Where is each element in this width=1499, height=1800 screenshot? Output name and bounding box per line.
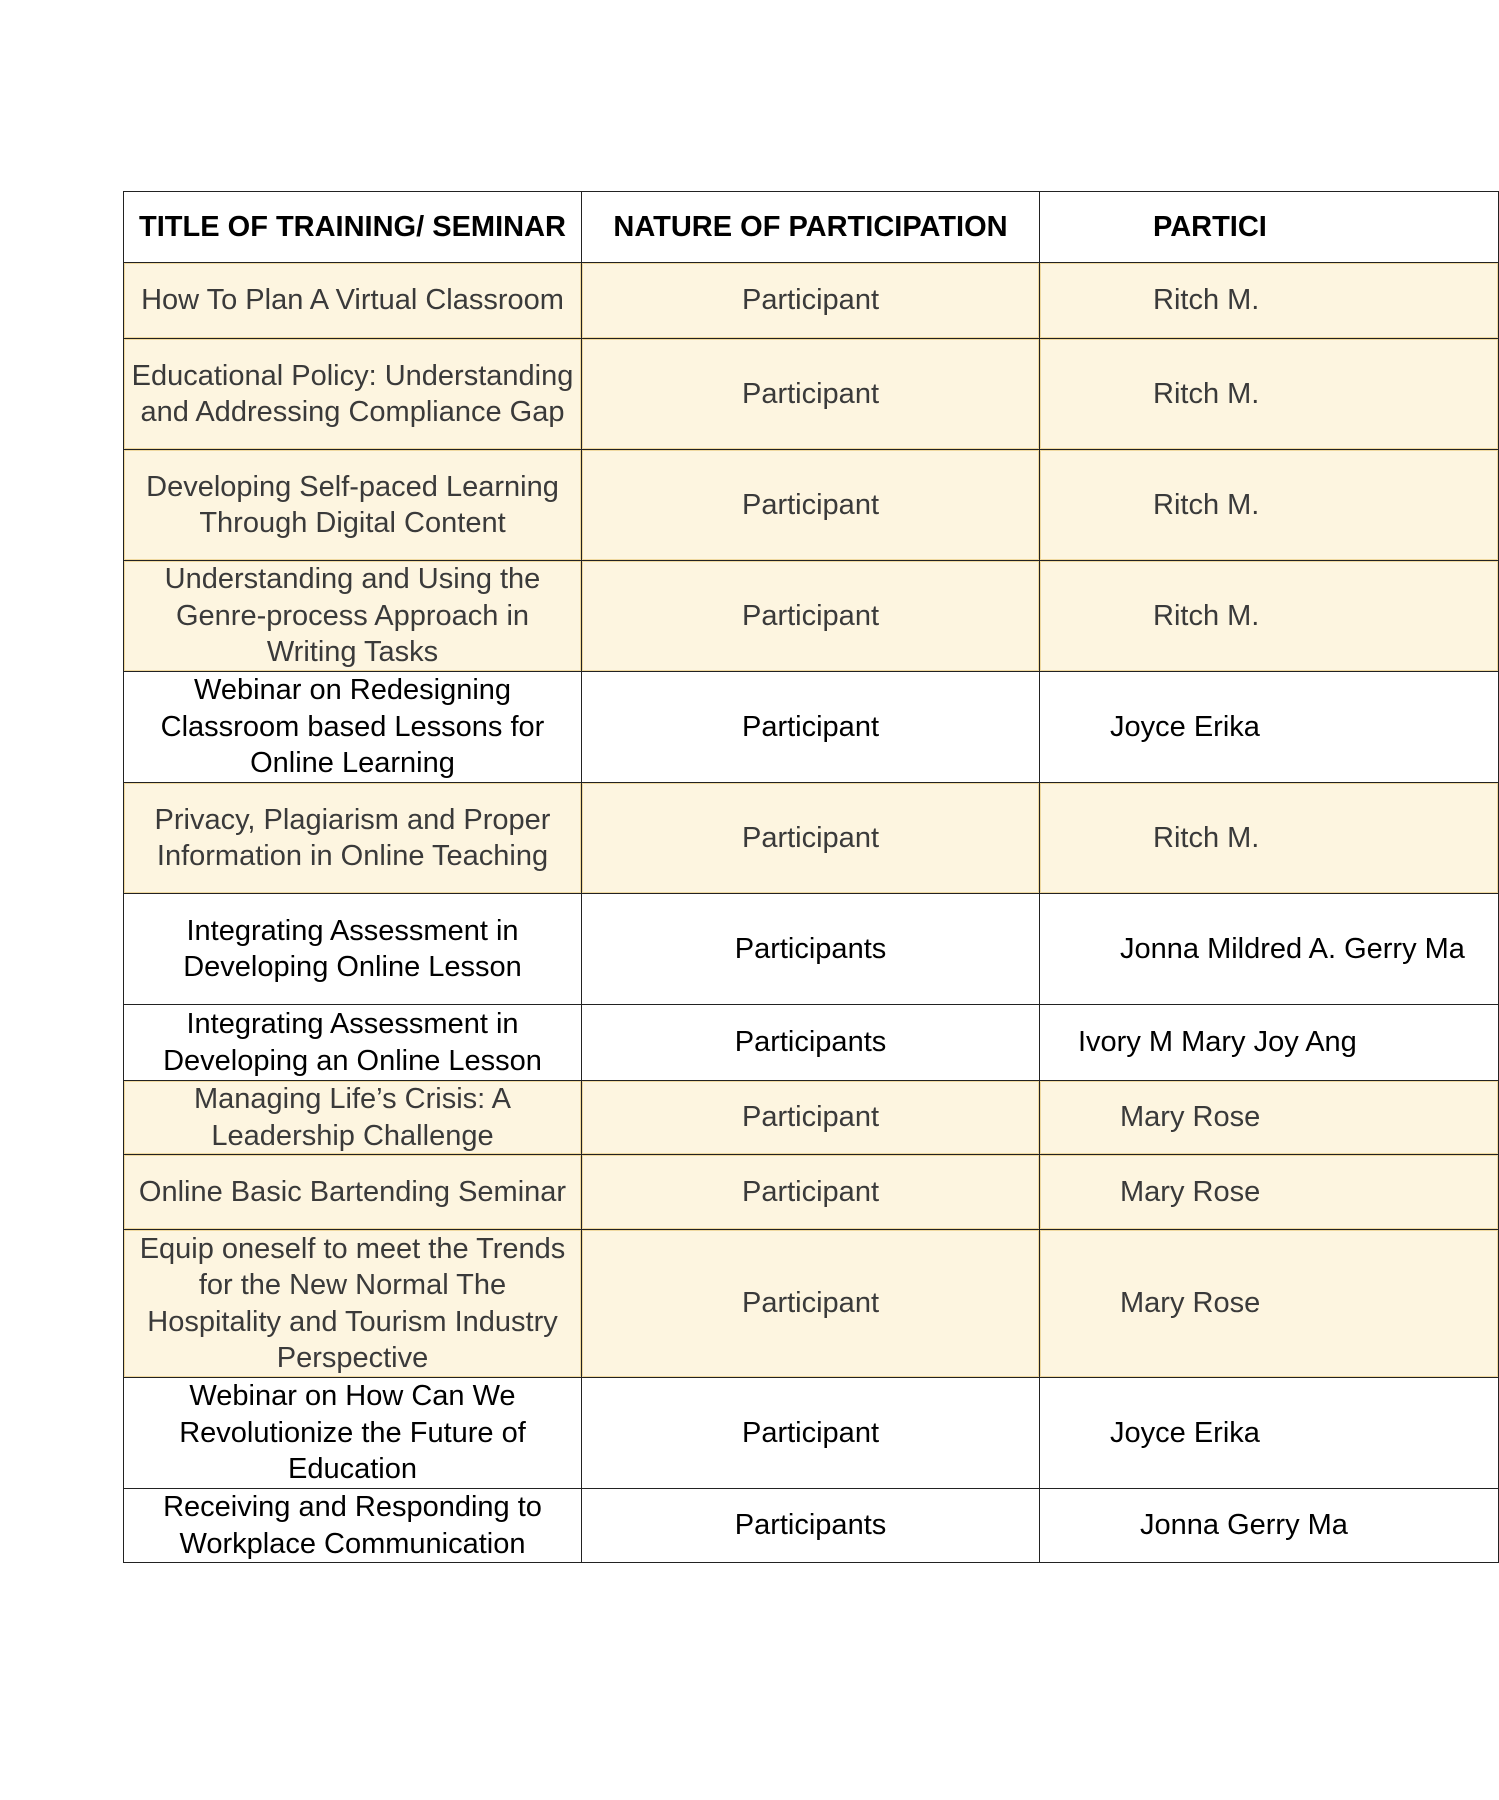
participation-nature: Participant: [582, 1081, 1040, 1155]
training-title: Webinar on How Can We Revolutionize the Future of Education: [124, 1378, 582, 1489]
participant-names: Mary Rose: [1040, 1230, 1499, 1378]
training-title: Privacy, Plagiarism and Proper Information in Online Teaching: [124, 783, 582, 894]
participation-nature: Participant: [582, 1155, 1040, 1230]
training-title: How To Plan A Virtual Classroom: [124, 263, 582, 339]
table-row: [124, 894, 1499, 1005]
participant-names: Jonna Mildred A. Gerry Ma: [1040, 894, 1499, 1005]
training-title: Online Basic Bartending Seminar: [124, 1155, 582, 1230]
training-table: [123, 191, 1499, 1563]
table-row: [124, 1489, 1499, 1563]
participant-names: Ivory M Mary Joy Ang: [1040, 1005, 1499, 1081]
participation-nature: Participant: [582, 561, 1040, 672]
participation-nature: Participants: [582, 1005, 1040, 1081]
participation-nature: Participants: [582, 894, 1040, 1005]
training-title: Webinar on Redesigning Classroom based Lessons for Online Learning: [124, 672, 582, 783]
table-row: [124, 783, 1499, 894]
participant-names: Ritch M.: [1040, 783, 1499, 894]
table-row: [124, 263, 1499, 339]
participation-nature: Participant: [582, 263, 1040, 339]
participant-names: Mary Rose: [1040, 1081, 1499, 1155]
participant-names: Joyce Erika: [1040, 672, 1499, 783]
table-row: [124, 1081, 1499, 1155]
participant-names: Joyce Erika: [1040, 1378, 1499, 1489]
participation-nature: Participant: [582, 783, 1040, 894]
table-header-row: [124, 192, 1499, 263]
participation-nature: Participant: [582, 450, 1040, 561]
training-title: Integrating Assessment in Developing Online Lesson: [124, 894, 582, 1005]
participation-nature: Participant: [582, 339, 1040, 450]
participation-nature: Participant: [582, 672, 1040, 783]
table-row: [124, 450, 1499, 561]
training-title: Developing Self-paced Learning Through Digital Content: [124, 450, 582, 561]
participant-names: Jonna Gerry Ma: [1040, 1489, 1499, 1563]
table-row: [124, 561, 1499, 672]
table-row: [124, 1378, 1499, 1489]
participant-names: Ritch M.: [1040, 339, 1499, 450]
participant-names: Mary Rose: [1040, 1155, 1499, 1230]
header-participants: PARTICI: [1040, 192, 1499, 263]
participant-names: Ritch M.: [1040, 263, 1499, 339]
table-row: [124, 1005, 1499, 1081]
training-title: Equip oneself to meet the Trends for the New Normal The Hospitality and Tourism Industry Perspective: [124, 1230, 582, 1378]
table-row: [124, 1230, 1499, 1378]
training-title: Educational Policy: Understanding and Addressing Compliance Gap: [124, 339, 582, 450]
header-title: TITLE OF TRAINING/ SEMINAR: [124, 192, 582, 263]
participation-nature: Participant: [582, 1378, 1040, 1489]
training-title: Integrating Assessment in Developing an Online Lesson: [124, 1005, 582, 1081]
participant-names: Ritch M.: [1040, 561, 1499, 672]
table-row: [124, 1155, 1499, 1230]
training-title: Receiving and Responding to Workplace Communication: [124, 1489, 582, 1563]
participant-names: Ritch M.: [1040, 450, 1499, 561]
participation-nature: Participants: [582, 1489, 1040, 1563]
table-row: [124, 672, 1499, 783]
table-row: [124, 339, 1499, 450]
participation-nature: Participant: [582, 1230, 1040, 1378]
training-title: Managing Life’s Crisis: A Leadership Challenge: [124, 1081, 582, 1155]
training-title: Understanding and Using the Genre-process Approach in Writing Tasks: [124, 561, 582, 672]
header-nature: NATURE OF PARTICIPATION: [582, 192, 1040, 263]
